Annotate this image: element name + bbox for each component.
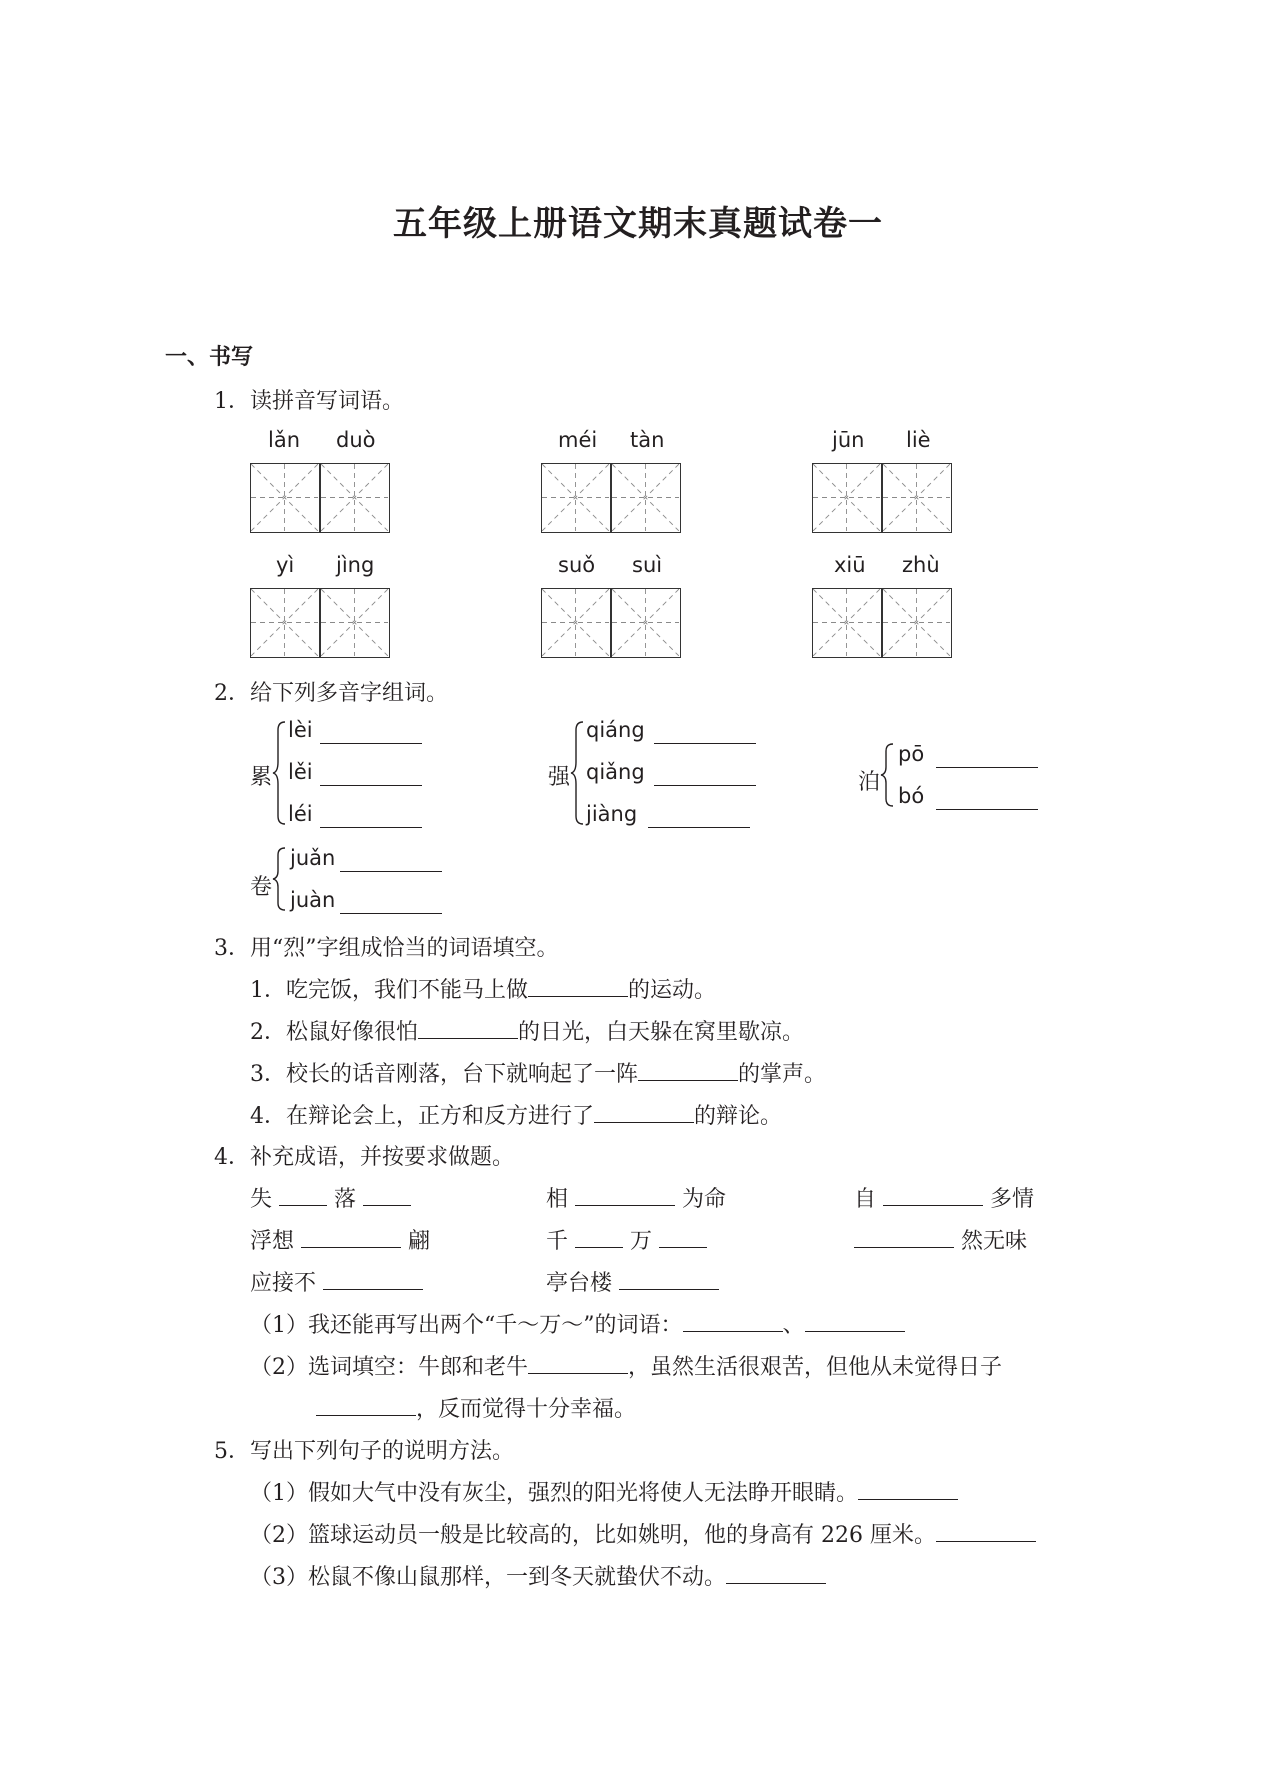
sub-question-text: ，反而觉得十分幸福。 [416, 1397, 637, 1422]
sentence-post: 的辩论。 [694, 1104, 783, 1129]
grid-guide-icon [813, 464, 880, 531]
fill-sentence [250, 973, 716, 1004]
reading-label: juàn [290, 888, 336, 912]
grid-guide-icon [883, 464, 950, 531]
answer-blank[interactable] [936, 747, 1038, 768]
idiom-part: 自 [854, 1187, 877, 1212]
sentence-post: 的日光，白天躲在窝里歇凉。 [518, 1020, 805, 1045]
reading-label: lěi [288, 760, 313, 784]
fill-sentence [250, 1057, 826, 1088]
writing-grid-box[interactable] [611, 588, 681, 658]
polyphone-char: 强 [548, 765, 571, 790]
idiom-part: 应接不 [250, 1271, 317, 1296]
grid-guide-icon [251, 464, 318, 531]
answer-blank[interactable] [418, 1018, 518, 1039]
sentence-post: 的运动。 [628, 978, 717, 1003]
grid-guide-icon [813, 589, 880, 656]
idiom-part: 落 [334, 1187, 357, 1212]
sub-question-text: 选词填空：牛郎和老牛 [308, 1355, 529, 1380]
brace-icon [272, 846, 288, 912]
pinyin-label: suǒ [558, 553, 596, 577]
idiom [854, 1182, 1034, 1213]
reading-label: léi [288, 802, 313, 826]
idiom [546, 1182, 726, 1213]
item-number: （1） [250, 1313, 308, 1338]
reading-label: juǎn [290, 846, 336, 870]
answer-blank[interactable] [363, 1185, 411, 1206]
writing-grid-box[interactable] [882, 588, 952, 658]
answer-blank[interactable] [805, 1311, 905, 1332]
answer-blank[interactable] [575, 1227, 623, 1248]
idiom-part: 翩 [408, 1229, 431, 1254]
reading-label: qiǎng [586, 760, 645, 784]
sentence-pre: 校长的话音刚落，台下就响起了一阵 [286, 1062, 639, 1087]
answer-blank[interactable] [279, 1185, 327, 1206]
reading-label: bó [898, 784, 925, 808]
grid-guide-icon [321, 589, 388, 656]
sentence-pre: 松鼠好像很怕 [286, 1020, 419, 1045]
brace-icon [272, 720, 288, 826]
answer-blank[interactable] [726, 1563, 826, 1584]
writing-grid-box[interactable] [541, 588, 611, 658]
idiom [546, 1224, 707, 1255]
grid-guide-icon [883, 589, 950, 656]
pinyin-label: tàn [630, 428, 665, 452]
separator: 、 [782, 1313, 805, 1338]
writing-grid-box[interactable] [611, 463, 681, 533]
answer-blank[interactable] [528, 976, 628, 997]
idiom [546, 1266, 719, 1297]
answer-blank[interactable] [858, 1479, 958, 1500]
sub-question [250, 1350, 1002, 1381]
sentence-post: 的掌声。 [738, 1062, 827, 1087]
idiom [854, 1224, 1027, 1255]
sentence-pre: 吃完饭，我们不能马上做 [286, 978, 529, 1003]
polyphone-char: 卷 [250, 875, 273, 900]
answer-blank[interactable] [619, 1269, 719, 1290]
answer-blank[interactable] [654, 723, 756, 744]
page-title: 五年级上册语文期末真题试卷一 [393, 204, 883, 244]
answer-blank[interactable] [528, 1353, 628, 1374]
writing-grid-box[interactable] [320, 463, 390, 533]
idiom [250, 1224, 430, 1255]
item-number: 2． [250, 1020, 286, 1045]
answer-blank[interactable] [883, 1185, 983, 1206]
writing-grid-box[interactable] [541, 463, 611, 533]
answer-blank[interactable] [340, 893, 442, 914]
idiom-part: 失 [250, 1187, 273, 1212]
item-number: （3） [250, 1565, 308, 1590]
sub-question-text: ，虽然生活很艰苦，但他从未觉得日子 [628, 1355, 1003, 1380]
answer-blank[interactable] [323, 1269, 423, 1290]
writing-grid-box[interactable] [250, 588, 320, 658]
sub-question [250, 1518, 1036, 1549]
brace-icon [570, 720, 586, 826]
writing-grid-box[interactable] [882, 463, 952, 533]
idiom-part: 为命 [682, 1187, 727, 1212]
question-5-label: 5．写出下列句子的说明方法。 [214, 1439, 514, 1464]
pinyin-label: zhù [902, 553, 940, 577]
grid-guide-icon [321, 464, 388, 531]
answer-blank[interactable] [638, 1060, 738, 1081]
fill-sentence [250, 1099, 782, 1130]
grid-guide-icon [612, 589, 679, 656]
question-1-label: 1．读拼音写词语。 [214, 389, 404, 414]
pinyin-label: lǎn [268, 428, 301, 452]
idiom-part: 浮想 [250, 1229, 295, 1254]
pinyin-label: liè [906, 428, 931, 452]
sentence-pre: 在辩论会上，正方和反方进行了 [286, 1104, 595, 1129]
answer-blank[interactable] [575, 1185, 675, 1206]
idiom-part: 万 [630, 1229, 653, 1254]
grid-guide-icon [542, 464, 609, 531]
pinyin-label: duò [336, 428, 376, 452]
answer-blank[interactable] [659, 1227, 707, 1248]
answer-blank[interactable] [320, 765, 422, 786]
pinyin-label: jūn [832, 428, 865, 452]
answer-blank[interactable] [320, 807, 422, 828]
answer-blank[interactable] [936, 789, 1038, 810]
idiom-part: 然无味 [961, 1229, 1028, 1254]
section-heading: 一、书写 [165, 345, 254, 370]
writing-grid-box[interactable] [812, 463, 882, 533]
pinyin-label: méi [558, 428, 598, 452]
grid-guide-icon [251, 589, 318, 656]
question-2-label: 2．给下列多音字组词。 [214, 681, 448, 706]
idiom-part: 千 [546, 1229, 569, 1254]
reading-label: jiàng [586, 802, 638, 826]
reading-label: qiáng [586, 718, 645, 742]
sub-question-text: 松鼠不像山鼠那样，一到冬天就蛰伏不动。 [308, 1565, 727, 1590]
answer-blank[interactable] [320, 723, 422, 744]
answer-blank[interactable] [301, 1227, 401, 1248]
idiom [250, 1182, 411, 1213]
idiom [250, 1266, 423, 1297]
idiom-part: 相 [546, 1187, 569, 1212]
item-number: （2） [250, 1355, 308, 1380]
answer-blank[interactable] [340, 851, 442, 872]
answer-blank[interactable] [316, 1395, 416, 1416]
item-number: （2） [250, 1523, 308, 1548]
reading-label: pō [898, 742, 925, 766]
pinyin-label: xiū [834, 553, 866, 577]
polyphone-char: 累 [250, 765, 273, 790]
grid-guide-icon [612, 464, 679, 531]
answer-blank[interactable] [594, 1102, 694, 1123]
pinyin-label: suì [632, 553, 663, 577]
polyphone-char: 泊 [858, 770, 881, 795]
answer-blank[interactable] [854, 1227, 954, 1248]
fill-sentence [250, 1015, 804, 1046]
writing-grid-box[interactable] [250, 463, 320, 533]
sub-question-text: 篮球运动员一般是比较高的，比如姚明，他的身高有 226 厘米。 [308, 1523, 936, 1548]
answer-blank[interactable] [648, 807, 750, 828]
answer-blank[interactable] [654, 765, 756, 786]
sub-question-continued [316, 1392, 636, 1423]
question-4-label: 4．补充成语，并按要求做题。 [214, 1145, 514, 1170]
idiom-part: 多情 [990, 1187, 1035, 1212]
sub-question-text: 我还能再写出两个“千～万～”的词语： [308, 1313, 683, 1338]
pinyin-label: yì [276, 553, 295, 577]
sub-question [250, 1560, 826, 1591]
item-number: 3． [250, 1062, 286, 1087]
grid-guide-icon [542, 589, 609, 656]
sub-question [250, 1476, 958, 1507]
item-number: 4． [250, 1104, 286, 1129]
idiom-part: 亭台楼 [546, 1271, 613, 1296]
brace-icon [880, 742, 896, 808]
item-number: （1） [250, 1481, 308, 1506]
reading-label: lèi [288, 718, 313, 742]
answer-blank[interactable] [683, 1311, 783, 1332]
sub-question [250, 1308, 905, 1339]
answer-blank[interactable] [936, 1521, 1036, 1542]
item-number: 1． [250, 978, 286, 1003]
pinyin-label: jìng [336, 553, 375, 577]
writing-grid-box[interactable] [320, 588, 390, 658]
sub-question-text: 假如大气中没有灰尘，强烈的阳光将使人无法睁开眼睛。 [308, 1481, 859, 1506]
writing-grid-box[interactable] [812, 588, 882, 658]
question-3-label: 3．用“烈”字组成恰当的词语填空。 [214, 936, 559, 961]
